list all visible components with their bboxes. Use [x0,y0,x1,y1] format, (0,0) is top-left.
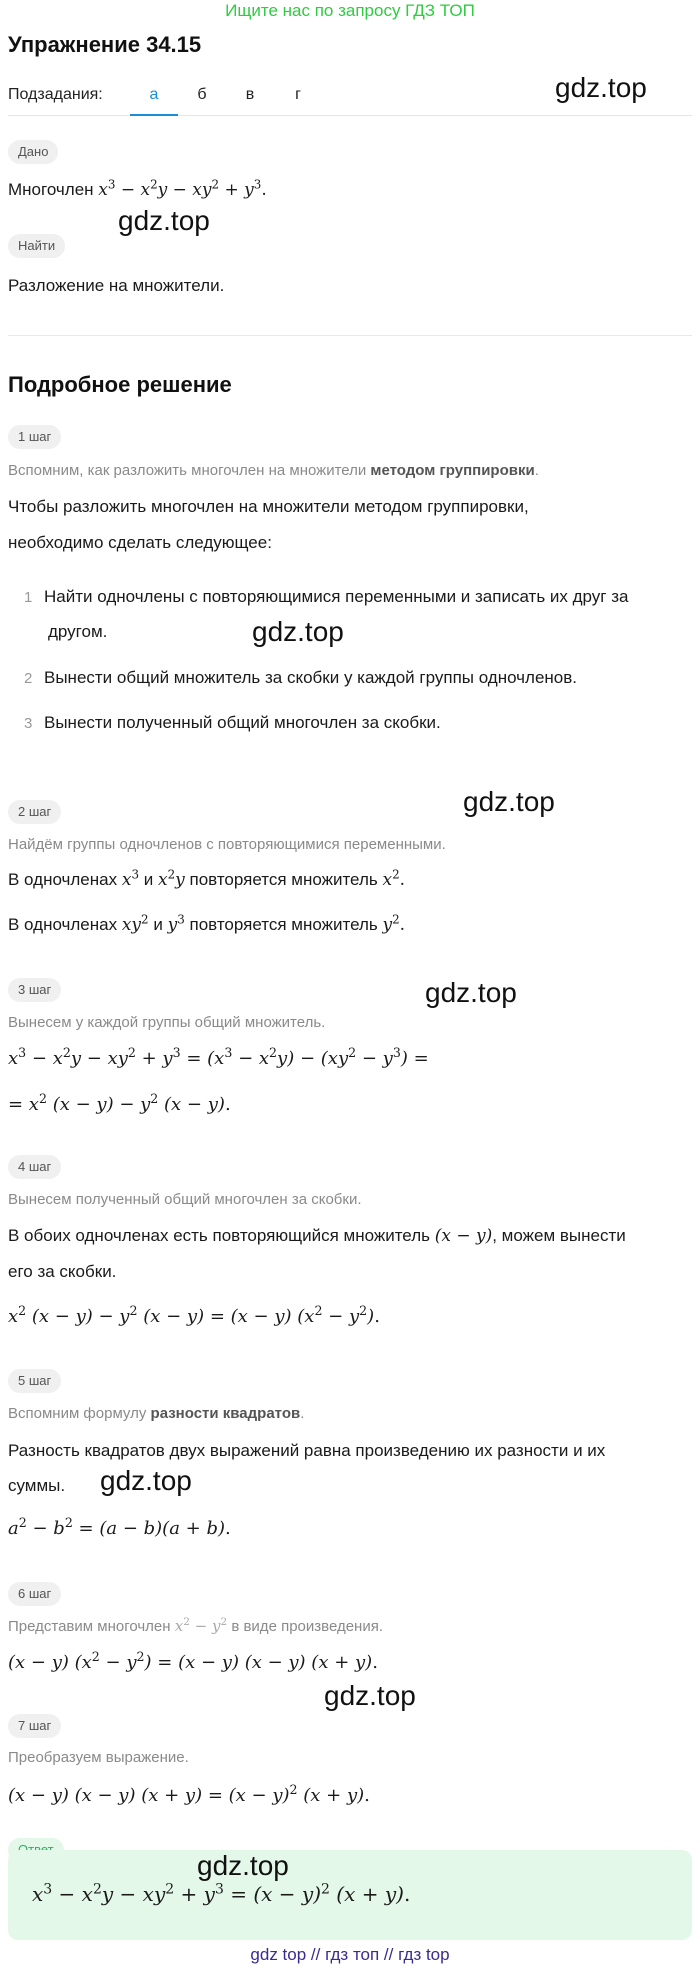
step-5-hint: Вспомним формулу разности квадратов. [8,1405,305,1422]
step-2-line-1: В одночленах $x^3$ и $x^2y$ повторяется множитель $x^2$. [8,867,406,890]
watermark: gdz.top [118,205,210,236]
step-1-line-2: необходимо сделать следующее: [8,533,272,552]
given-pill: Дано [8,140,58,164]
step-1-pill: 1 шаг [8,425,61,449]
tab-a[interactable]: а [130,82,178,116]
step-1-line-1: Чтобы разложить многочлен на множители методом группировки, [8,497,529,516]
answer-formula: $x^3 - x^2y - xy^2 + y^3 = (x - y)^2$ (x + y). [32,1881,411,1906]
step-3-hint: Вынесем у каждой группы общий множитель. [8,1014,326,1031]
step-2-line-2: В одночленах $xy^2$ и $y^3$ повторяется множитель $y^2$. [8,912,406,935]
step-7-hint: Преобразуем выражение. [8,1749,189,1766]
watermark: gdz.top [463,786,555,817]
step-1-hint: Вспомним, как разложить многочлен на множители методом группировки. [8,462,539,479]
watermark: gdz.top [324,1680,416,1711]
solution-title: Подробное решение [8,372,232,397]
step-3-formula-1: $x^3 - x^2y - xy^2 + y^3 = (x^3 - x^2y) - (xy^2 - y^3)$ = [8,1045,429,1069]
tab-b[interactable]: б [197,86,207,103]
step-6-hint: Представим многочлен $x^2 - y^2$ в виде произведения. [8,1616,383,1635]
step-6-pill: 6 шаг [8,1582,61,1606]
step-7-formula: (x − y) (x − y) $(x + y) = (x - y)^2$ (x + y). [8,1782,370,1806]
step-5-line-2: суммы. [8,1476,66,1495]
watermark: gdz.top [100,1465,192,1496]
step-2-pill: 2 шаг [8,800,61,824]
tab-v[interactable]: в [245,86,255,103]
step-2-hint: Найдём группы одночленов с повторяющимися переменными. [8,836,446,853]
step-4-hint: Вынесем полученный общий многочлен за скобки. [8,1191,362,1208]
list-item-1-line-1: Найти одночлены с повторяющимися переменными и записать их друг за [44,587,629,606]
list-item-2: Вынести общий множитель за скобки у каждой группы одночленов. [44,668,578,687]
find-pill: Найти [8,234,65,258]
list-item-number: 3 [24,715,33,732]
step-5-pill: 5 шаг [8,1369,61,1393]
list-item-number: 1 [24,589,33,606]
step-3-pill: 3 шаг [8,978,61,1002]
subtasks-label: Подзадания: [8,86,103,103]
tab-g[interactable]: г [295,86,301,103]
list-item-1-line-2: другом. [48,622,108,641]
find-text: Разложение на множители. [8,276,225,295]
step-4-formula: $x^2$ $(x - y) - y^2$ (x − y) = (x − y) $(x^2 - y^2)$. [8,1303,380,1327]
list-item-3: Вынести полученный общий многочлен за скобки. [44,713,441,732]
given-text: Многочлен $x^3 - x^2y - xy^2 + y^3$. [8,177,267,200]
step-4-pill: 4 шаг [8,1155,61,1179]
step-5-line-1: Разность квадратов двух выражений равна произведению их разности и их [8,1441,606,1460]
footer: gdz top // гдз топ // гдз top [250,1945,450,1964]
step-3-formula-2: = $x^2$ $(x - y) - y^2$ (x − y). [8,1091,231,1115]
step-6-formula: (x − y) $(x^2 - y^2) = (x - y) (x - y) (x + y)$. [8,1649,378,1673]
list-item-number: 2 [24,670,33,687]
step-5-formula: $a^2 - b^2 = (a - b)(a + b)$. [8,1515,231,1539]
step-7-pill: 7 шаг [8,1714,61,1738]
step-4-line-2: его за скобки. [8,1262,117,1281]
top-banner: Ищите нас по запросу ГДЗ ТОП [225,1,475,20]
step-4-line-1: В обоих одночленах есть повторяющийся множитель (x − y), можем вынести [8,1226,626,1246]
exercise-title: Упражнение 34.15 [8,32,202,57]
watermark: gdz.top [252,616,344,647]
watermark: gdz.top [425,977,517,1008]
watermark: gdz.top [555,72,647,103]
answer-box [8,1850,692,1940]
watermark: gdz.top [197,1850,289,1881]
given-polynomial: $x^3 - x^2y - xy^2 + y^3$. [98,177,267,200]
divider [8,335,692,336]
